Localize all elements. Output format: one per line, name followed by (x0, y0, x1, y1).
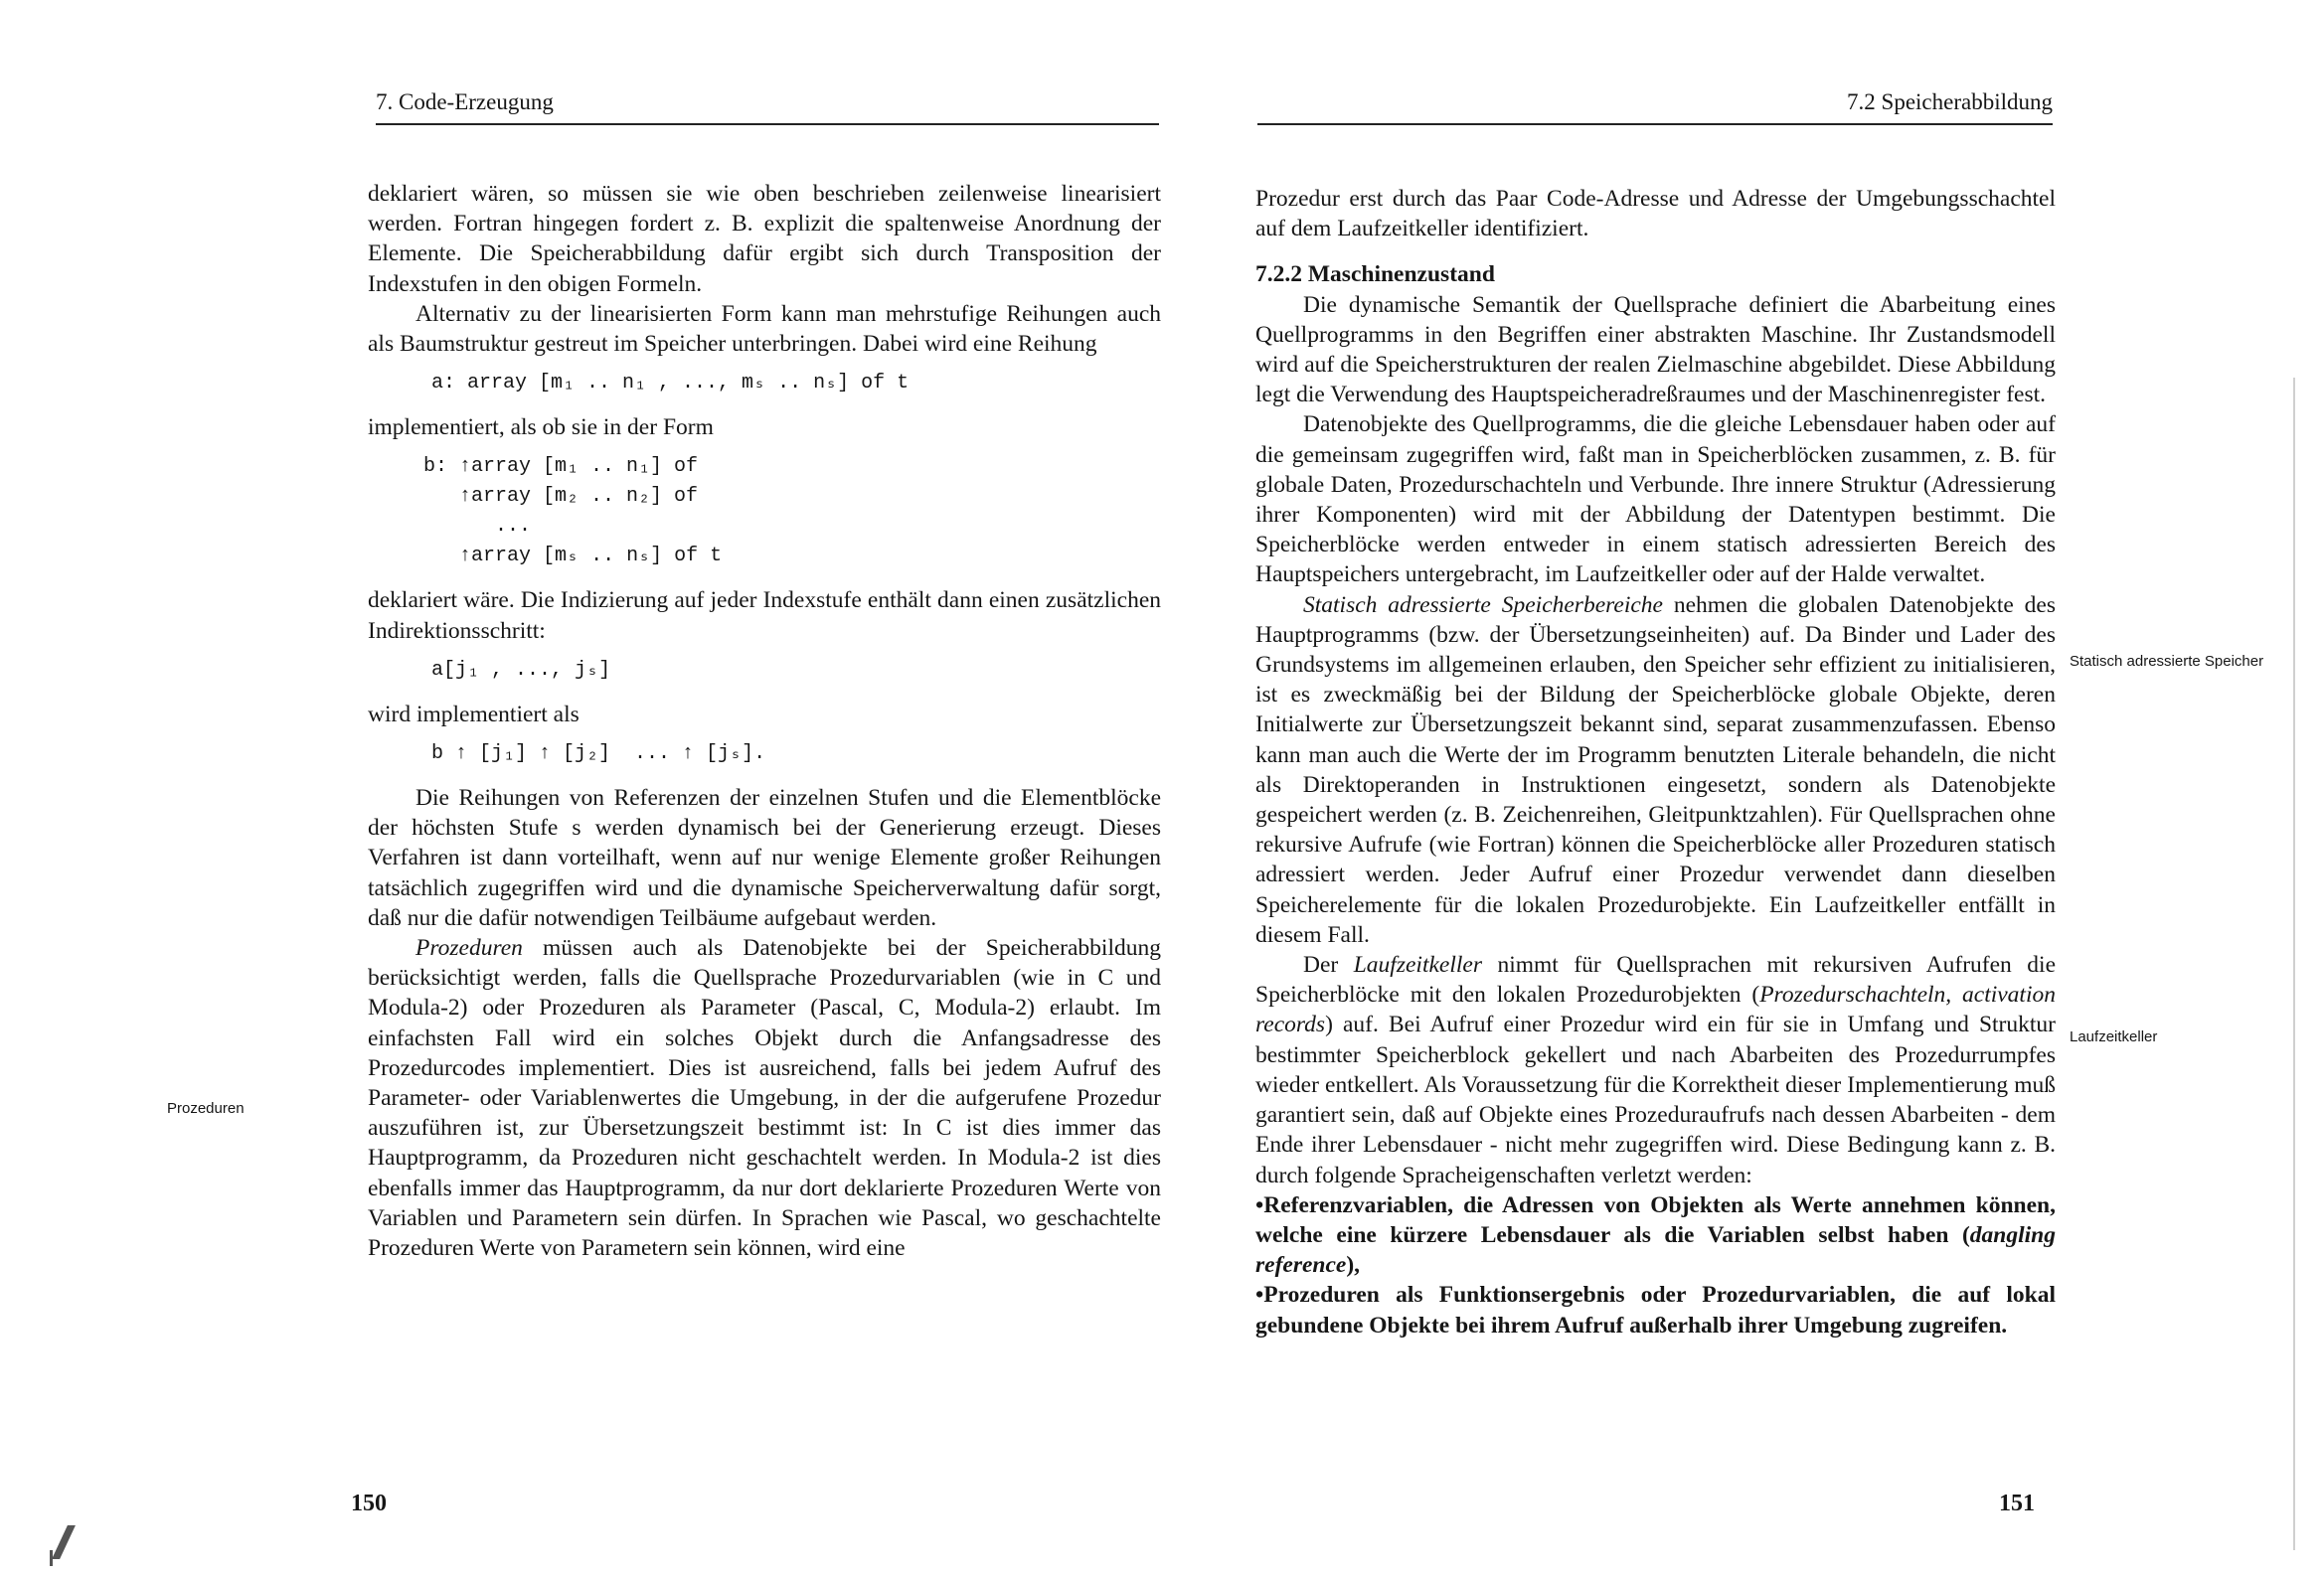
code-access: a[j₁ , ..., jₛ] (431, 658, 611, 682)
paragraph: Alternativ zu der linearisierten Form kann man mehrstufige Reihungen auch als Baumstruktur gestreut im Speicher unterbringen. Dabei wird eine Reihung (368, 300, 1161, 358)
emphasis: Prozedurschachteln, activation records (1255, 982, 2056, 1038)
scan-artifact (2293, 378, 2295, 1550)
scan-artifact (52, 1525, 76, 1559)
bullet-text: •Referenzvariablen, die Adressen von Objekten als Werte annehmen können, welche eine kürzere Lebensdauer als die Variablen selbst haben ( (1255, 1191, 2056, 1248)
paragraph (1255, 950, 2056, 1190)
margin-note-prozeduren: Prozeduren (167, 1100, 245, 1117)
page-number: 151 (1999, 1491, 2035, 1516)
chapter-title: 7. Code-Erzeugung (376, 89, 554, 114)
bullet-item: •Prozeduren als Funktionsergebnis oder Prozedurvariablen, die auf lokal gebundene Objekte bei ihrem Aufruf außerhalb ihrer Umgebung zugreifen. (1255, 1282, 2056, 1339)
right-page-body (1255, 184, 2056, 1340)
code-implementation: b ↑ [j₁] ↑ [j₂] ... ↑ [jₛ]. (431, 742, 766, 766)
paragraph-text: müssen auch als Datenobjekte bei der Speicherabbildung berücksichtigt werden, falls die Quellsprache Prozedurvariablen (wie in C und Modula-2) oder Prozeduren als Parameter (Pascal, C, Modula-2) erlaubt. Im einfachsten Fall wird ein solches Objekt durch die Anfangsadresse des Prozedurcodes implementiert. Dies ist ausreichend, falls bei jedem Aufruf des Parameter- oder Variablenwertes die Umgebung, in der die aufgerufene Prozedur auszuführen ist, zur Übersetzungszeit bestimmt ist: In C ist dies immer das Hauptprogramm, da Prozeduren nicht geschachtelt werden. In Modula-2 ist dies ebenfalls immer das Hauptprogramm, da nur dort deklarierte Prozeduren Werte von Variablen und Parametern sein dürfen. In Sprachen wie Pascal, wo geschachtelte Prozeduren Werte von Parametern sein können, wird eine (368, 935, 1161, 1262)
right-page (1162, 0, 2324, 1577)
page-number: 150 (351, 1491, 387, 1516)
section-header: 7.2 Speicherabbildung (1847, 89, 2053, 114)
left-page-body (368, 179, 1161, 1263)
paragraph: deklariert wären, so müssen sie wie oben beschrieben zeilenweise linearisiert werden. Fortran hingegen fordert z. B. explizit die spaltenweise Anordnung der Elemente. Die Speicherabbildung dafür ergibt sich durch Transposition der Indexstufen in den obigen Formeln. (368, 181, 1161, 297)
paragraph-text: Der (1303, 952, 1354, 979)
paragraph: Die dynamische Semantik der Quellsprache definiert die Abarbeitung eines Quellprogramms in den Begriffen einer abstrakten Maschine. Ihr Zustandsmodell wird auf die Speicherstrukturen der realen Zielmaschine abgebildet. Diese Abbildung legt die Verwendung des Hauptspeicheradreßraumes und der Maschinenregister fest. (1255, 291, 2056, 408)
margin-note-laufzeitkeller: Laufzeitkeller (2070, 1028, 2158, 1045)
code-line: b: ↑array [m₁ .. n₁] of (423, 455, 699, 479)
paragraph: Prozedur erst durch das Paar Code-Adresse und Adresse der Umgebungsschachtel auf dem Laufzeitkeller identifiziert. (1255, 186, 2056, 242)
code-line: ... (423, 515, 532, 539)
margin-note-statisch: Statisch adressierte Speicher (2070, 653, 2264, 670)
paragraph: Datenobjekte des Quellprogramms, die die gleiche Lebensdauer haben oder auf die gemeinsam zugegriffen wird, faßt man in Speicherblöcken zusammen, z. B. für globale Daten, Prozedurschachteln und Verbunde. Ihre innere Struktur (Adressierung ihrer Komponenten) wird mit der Abbildung der Datentypen bestimmt. Die Speicherblöcke werden entweder in einem statisch adressierten Bereich des Hauptspeichers untergebracht, im Laufzeitkeller oder auf der Halde verwaltet. (1255, 411, 2056, 588)
emphasis: Laufzeitkeller (1353, 952, 1482, 979)
bullet-text-end: ), (1346, 1252, 1361, 1279)
paragraph (1255, 590, 2056, 950)
emphasis: dangling reference (1255, 1221, 2056, 1279)
scan-artifact (50, 1550, 53, 1566)
left-page-header (376, 87, 1159, 125)
paragraph: wird implementiert als (368, 701, 580, 727)
emphasis: Statisch adressierte Speicherbereiche (1303, 591, 1663, 618)
code-block-b (423, 452, 1161, 571)
code-line: ↑array [m₂ .. n₂] of (423, 485, 699, 509)
section-title: 7.2.2 Maschinenzustand (1255, 261, 1495, 288)
paragraph (368, 933, 1161, 1263)
paragraph: implementiert, als ob sie in der Form (368, 414, 714, 441)
bullet-item (1255, 1190, 2056, 1281)
emphasis: Prozeduren (415, 935, 523, 962)
paragraph-text: ) auf. Bei Aufruf einer Prozedur wird ein für sie in Umfang und Struktur bestimmter Speicherblock gekellert und nach Abarbeiten des Prozedurrumpfes wieder entkellert. Als Voraussetzung für die Korrektheit dieser Implementierung muß garantiert sein, daß auf Objekte eines Prozeduraufrufs nach dessen Abarbeiten - dem Ende ihrer Lebensdauer - nicht mehr zugegriffen wird. Diese Bedingung kann z. B. durch folgende Spracheigenschaften verletzt werden: (1255, 1012, 2056, 1188)
paragraph: Die Reihungen von Referenzen der einzelnen Stufen und die Elementblöcke der höchsten Stufe s werden dynamisch bei der Generierung erzeugt. Dieses Verfahren ist dann vorteilhaft, wenn auf nur wenige Elemente großer Reihungen tatsächlich zugegriffen wird und die dynamische Speicherverwaltung dafür sorgt, daß nur die dafür notwendigen Teilbäume aufgebaut werden. (368, 785, 1161, 931)
paragraph: deklariert wäre. Die Indizierung auf jeder Indexstufe enthält dann einen zusätzlichen Indirektionsschritt: (368, 587, 1161, 644)
code-declaration: a: array [m₁ .. n₁ , ..., mₛ .. nₛ] of t (431, 372, 910, 395)
code-line: ↑array [mₛ .. nₛ] of t (423, 545, 723, 568)
paragraph-text: nehmen die globalen Datenobjekte des Hauptprogramms (bzw. der Übersetzungseinheiten) auf. Da Binder und Lader des Grundsystems im allgemeinen erlauben, den Speicher sehr effizient zu initialisieren, ist es zweckmäßig bei der Bildung der Speicherblöcke globale Objekte, deren Initialwerte zur Übersetzungszeit bekannt sind, separat zusammenzufassen. Ebenso kann man auch die Werte der im Programm benutzten Literale behandeln, die nicht als Direktoperanden in Instruktionen eingesetzt, sondern als Datenobjekte gespeichert werden (z. B. Zeichenreihen, Gleitpunktzahlen). Für Quellsprachen ohne rekursive Aufrufe (wie Fortran) können die Speicherblöcke aller Prozeduren statisch adressiert werden. Jeder Aufruf einer Prozedur verwendet dann dieselben Speicherelemente für die lokalen Prozedurobjekte. Ein Laufzeitkeller entfällt in diesem Fall. (1255, 591, 2057, 948)
right-page-header (1257, 87, 2053, 125)
paragraph-text: nimmt für Quellsprachen mit rekursiven Aufrufen die Speicherblöcke mit den lokalen Prozedurobjekten ( (1255, 952, 2056, 1009)
